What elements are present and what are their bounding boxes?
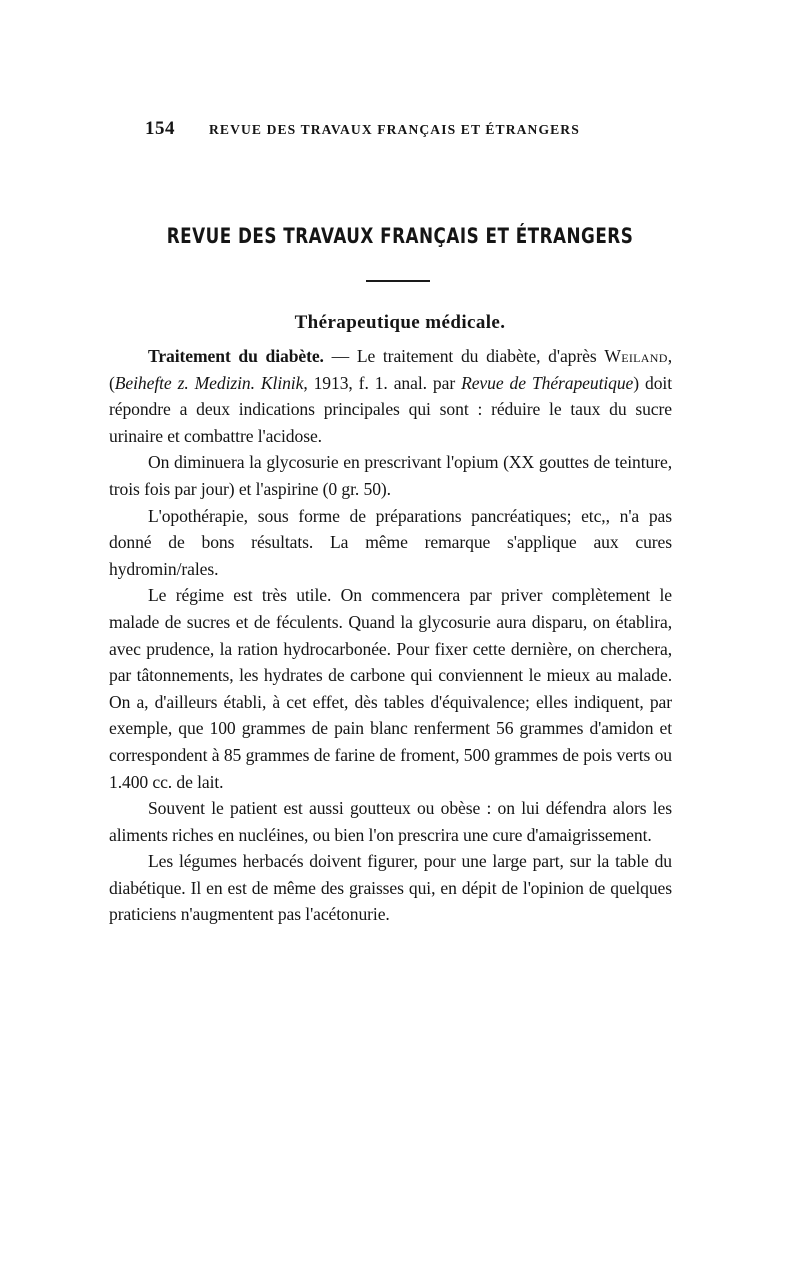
page-number: 154 [145,118,175,139]
running-header [145,118,663,142]
article-paragraph: On diminuera la glycosurie en prescrivant l'opium (XX gouttes de teinture, trois fois par jour) et l'aspirine (0 gr. 50). [109,452,672,499]
article-paragraph: Souvent le patient est aussi goutteux ou obèse : on lui défendra alors les aliments riches en nucléines, ou bien l'on prescrira une cure d'amaigrissement. [109,798,672,845]
running-title: REVUE DES TRAVAUX FRANÇAIS ET ÉTRANGERS [209,122,580,137]
intro-text: Le traitement du diabète, d'après [356,346,605,366]
title-divider [366,280,430,282]
article-body [109,343,672,928]
article-paragraph: Le régime est très utile. On commencera par priver complètement le malade de sucres et de féculents. Quand la glycosurie aura disparu, on établira, avec prudence, la ration hydrocarbonée. Pour fixer cette dernière, on cherchera, par tâtonnements, les hydrates de carbone qui conviennent le mieux au malade. On a, d'ailleurs établi, à cet effet, dès tables d'équivalence; elles indiquent, par exemple, que 100 grammes de pain blanc renferment 56 grammes d'amidon et correspondent à 85 grammes de farine de froment, 500 grammes de pois verts ou 1.400 cc. de lait. [109,585,672,792]
intro-text: , 1913, f. 1. anal. par [303,372,462,393]
intro-text: , ( [109,346,672,393]
section-title: REVUE DES TRAVAUX FRANÇAIS ET ÉTRANGERS [166,224,634,248]
intro-text: ) doit répondre a deux indications principales qui sont : réduire le taux du sucre urinaire et combattre l'acidose. [109,372,672,446]
article-heading: Traitement du diabète. [148,346,324,366]
article-intro-paragraph [109,343,672,449]
article-paragraph: L'opothérapie, sous forme de préparations pancréatiques; etc,, n'a pas donné de bons résultats. La même remarque s'applique aux cures hydromin/rales. [109,505,672,579]
article-paragraph: Les légumes herbacés doivent figurer, pour une large part, sur la table du diabétique. Il en est de même des graisses qui, en dépit de l'opinion de quelques praticiens n'augmentent pas l'acétonurie. [109,851,672,925]
source-journal-title: Beihefte z. Medizin. Klinik [114,372,304,393]
subsection-title: Thérapeutique médicale. [294,312,506,333]
author-name: Weiland [604,346,668,366]
heading-dash: — [323,346,357,366]
review-journal-title: Revue de Thérapeutique [461,372,634,393]
